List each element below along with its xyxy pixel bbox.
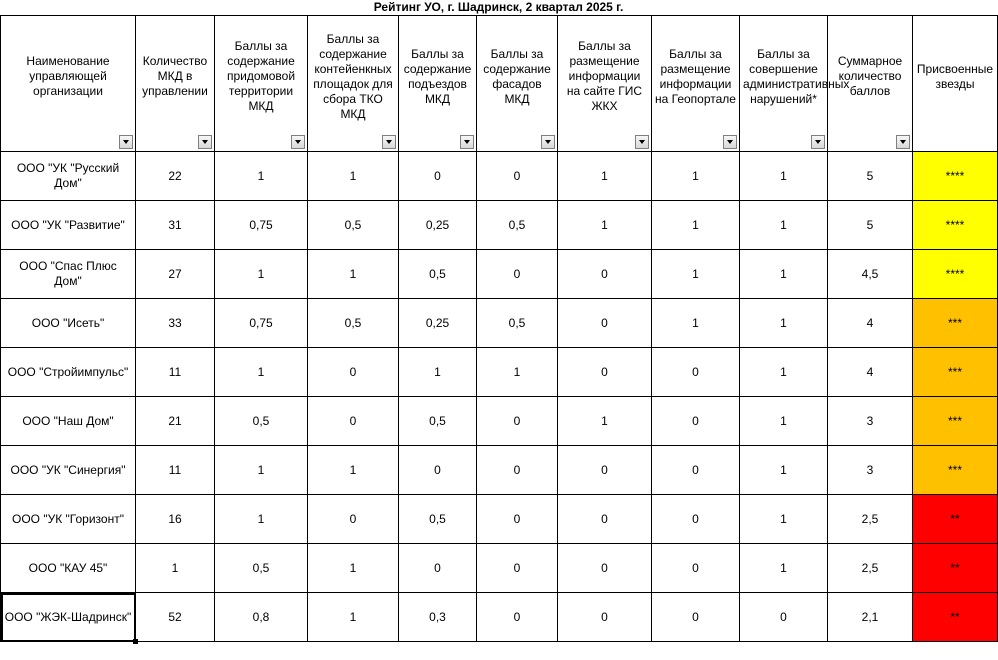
cell-tko[interactable]: 1 <box>308 593 399 642</box>
table-row <box>1 250 998 299</box>
cell-violations[interactable]: 1 <box>740 495 828 544</box>
cell-mkd[interactable]: 11 <box>136 348 215 397</box>
table-row <box>1 544 998 593</box>
cell-total[interactable]: 5 <box>828 152 913 201</box>
cell-name[interactable]: ООО "ЖЭК-Шадринск" <box>1 593 136 642</box>
cell-tko[interactable]: 0,5 <box>308 201 399 250</box>
cell-tko[interactable]: 1 <box>308 250 399 299</box>
table-row <box>1 397 998 446</box>
header-tko <box>308 16 399 152</box>
header-total <box>828 16 913 152</box>
cell-name[interactable]: ООО "Наш Дом" <box>1 397 136 446</box>
header-entrances <box>399 16 477 152</box>
cell-stars[interactable]: ** <box>913 495 998 544</box>
header-facades <box>477 16 558 152</box>
cell-violations[interactable]: 1 <box>740 397 828 446</box>
table-row <box>1 152 998 201</box>
cell-gis[interactable]: 0 <box>558 348 652 397</box>
table-row <box>1 593 998 642</box>
cell-territory[interactable]: 1 <box>215 495 308 544</box>
cell-facades[interactable]: 0,5 <box>477 201 558 250</box>
header-label: Баллы за совершение административных нарушений* <box>743 46 850 106</box>
header-gis <box>558 16 652 152</box>
cell-territory[interactable]: 1 <box>215 152 308 201</box>
cell-facades[interactable]: 0 <box>477 152 558 201</box>
dropdown-filter-icon[interactable] <box>635 135 649 149</box>
table-row <box>1 446 998 495</box>
cell-geoportal[interactable]: 1 <box>652 299 740 348</box>
cell-geoportal[interactable]: 0 <box>652 446 740 495</box>
cell-violations[interactable]: 1 <box>740 446 828 495</box>
cell-gis[interactable]: 1 <box>558 152 652 201</box>
cell-mkd[interactable]: 27 <box>136 250 215 299</box>
dropdown-filter-icon[interactable] <box>198 135 212 149</box>
dropdown-filter-icon[interactable] <box>119 135 133 149</box>
cell-violations[interactable]: 1 <box>740 152 828 201</box>
fill-handle[interactable] <box>133 639 138 644</box>
cell-gis[interactable]: 1 <box>558 397 652 446</box>
cell-name[interactable]: ООО "УК "Горизонт" <box>1 495 136 544</box>
cell-violations[interactable]: 1 <box>740 299 828 348</box>
cell-gis[interactable]: 0 <box>558 495 652 544</box>
cell-territory[interactable]: 0,8 <box>215 593 308 642</box>
cell-entrances[interactable]: 0 <box>399 446 477 495</box>
cell-territory[interactable]: 0,75 <box>215 201 308 250</box>
cell-geoportal[interactable]: 0 <box>652 593 740 642</box>
cell-geoportal[interactable]: 0 <box>652 348 740 397</box>
header-label: Баллы за содержание фасадов МКД <box>483 46 551 106</box>
cell-entrances[interactable]: 0,5 <box>399 495 477 544</box>
dropdown-filter-icon[interactable] <box>811 135 825 149</box>
table-row <box>1 495 998 544</box>
cell-facades[interactable]: 0,5 <box>477 299 558 348</box>
header-label: Баллы за содержание контейенкных площадок для сбора ТКО МКД <box>313 31 393 121</box>
cell-total[interactable]: 2,5 <box>828 495 913 544</box>
header-label: Количество МКД в управлении <box>142 54 208 98</box>
cell-total[interactable]: 2,1 <box>828 593 913 642</box>
cell-violations[interactable]: 1 <box>740 544 828 593</box>
header-territory <box>215 16 308 152</box>
cell-total[interactable]: 3 <box>828 397 913 446</box>
cell-stars[interactable]: *** <box>913 299 998 348</box>
cell-total[interactable]: 5 <box>828 201 913 250</box>
header-label: Наименование управляющей организации <box>26 54 110 98</box>
cell-tko[interactable]: 1 <box>308 544 399 593</box>
table-body <box>1 152 998 642</box>
cell-mkd[interactable]: 21 <box>136 397 215 446</box>
cell-stars[interactable]: *** <box>913 446 998 495</box>
cell-name[interactable]: ООО "УК "Синергия" <box>1 446 136 495</box>
cell-facades[interactable]: 0 <box>477 544 558 593</box>
header-label: Баллы за размещение информации на сайте ГИС ЖКХ <box>566 39 643 113</box>
cell-violations[interactable]: 0 <box>740 593 828 642</box>
cell-stars[interactable]: ** <box>913 544 998 593</box>
cell-name[interactable]: ООО "Исеть" <box>1 299 136 348</box>
cell-geoportal[interactable]: 1 <box>652 201 740 250</box>
cell-name[interactable]: ООО "Стройимпульс" <box>1 348 136 397</box>
cell-name[interactable]: ООО "КАУ 45" <box>1 544 136 593</box>
cell-geoportal[interactable]: 1 <box>652 152 740 201</box>
cell-territory[interactable]: 0,75 <box>215 299 308 348</box>
cell-territory[interactable]: 0,5 <box>215 544 308 593</box>
cell-gis[interactable]: 0 <box>558 593 652 642</box>
cell-tko[interactable]: 1 <box>308 152 399 201</box>
cell-tko[interactable]: 1 <box>308 446 399 495</box>
cell-total[interactable]: 4 <box>828 299 913 348</box>
cell-territory[interactable]: 1 <box>215 250 308 299</box>
header-mkd <box>136 16 215 152</box>
cell-stars[interactable]: ** <box>913 593 998 642</box>
header-row <box>1 16 998 152</box>
cell-gis[interactable]: 0 <box>558 299 652 348</box>
dropdown-filter-icon[interactable] <box>541 135 555 149</box>
cell-violations[interactable]: 1 <box>740 348 828 397</box>
cell-geoportal[interactable]: 1 <box>652 250 740 299</box>
cell-facades[interactable]: 0 <box>477 446 558 495</box>
cell-mkd[interactable]: 33 <box>136 299 215 348</box>
cell-facades[interactable]: 0 <box>477 397 558 446</box>
cell-tko[interactable]: 0 <box>308 495 399 544</box>
header-name <box>1 16 136 152</box>
cell-mkd[interactable]: 11 <box>136 446 215 495</box>
header-label: Баллы за содержание подъездов МКД <box>403 46 472 106</box>
rating-table <box>0 15 998 642</box>
dropdown-filter-icon[interactable] <box>382 135 396 149</box>
cell-tko[interactable]: 0 <box>308 348 399 397</box>
cell-territory[interactable]: 1 <box>215 446 308 495</box>
sheet-title: Рейтинг УО, г. Шадринск, 2 квартал 2025 г. <box>373 0 624 14</box>
cell-total[interactable]: 3 <box>828 446 913 495</box>
dropdown-filter-icon[interactable] <box>291 135 305 149</box>
cell-mkd[interactable]: 1 <box>136 544 215 593</box>
cell-gis[interactable]: 0 <box>558 446 652 495</box>
table-row <box>1 201 998 250</box>
dropdown-filter-icon[interactable] <box>460 135 474 149</box>
header-geoportal <box>652 16 740 152</box>
dropdown-filter-icon[interactable] <box>896 135 910 149</box>
cell-geoportal[interactable]: 0 <box>652 544 740 593</box>
cell-territory[interactable]: 0,5 <box>215 397 308 446</box>
cell-geoportal[interactable]: 0 <box>652 397 740 446</box>
cell-tko[interactable]: 0,5 <box>308 299 399 348</box>
cell-stars[interactable]: **** <box>913 250 998 299</box>
cell-violations[interactable]: 1 <box>740 250 828 299</box>
cell-territory[interactable]: 1 <box>215 348 308 397</box>
header-label: Присвоенные звезды <box>916 61 994 91</box>
cell-mkd[interactable]: 31 <box>136 201 215 250</box>
cell-mkd[interactable]: 16 <box>136 495 215 544</box>
cell-tko[interactable]: 0 <box>308 397 399 446</box>
cell-total[interactable]: 4,5 <box>828 250 913 299</box>
cell-facades[interactable]: 0 <box>477 495 558 544</box>
cell-geoportal[interactable]: 0 <box>652 495 740 544</box>
header-stars <box>913 16 998 152</box>
header-label: Баллы за размещение информации на Геопортале <box>655 46 736 106</box>
cell-mkd[interactable]: 52 <box>136 593 215 642</box>
dropdown-filter-icon[interactable] <box>723 135 737 149</box>
cell-entrances[interactable]: 0 <box>399 544 477 593</box>
cell-gis[interactable]: 0 <box>558 250 652 299</box>
header-violations <box>740 16 850 152</box>
cell-entrances[interactable]: 0,5 <box>399 397 477 446</box>
cell-facades[interactable]: 0 <box>477 250 558 299</box>
cell-stars[interactable]: *** <box>913 348 998 397</box>
cell-facades[interactable]: 0 <box>477 593 558 642</box>
cell-gis[interactable]: 0 <box>558 544 652 593</box>
cell-entrances[interactable]: 0 <box>399 152 477 201</box>
cell-stars[interactable]: **** <box>913 201 998 250</box>
cell-entrances[interactable]: 0,25 <box>399 299 477 348</box>
cell-entrances[interactable]: 0,5 <box>399 250 477 299</box>
cell-name[interactable]: ООО "УК "Развитие" <box>1 201 136 250</box>
cell-facades[interactable]: 1 <box>477 348 558 397</box>
cell-stars[interactable]: **** <box>913 152 998 201</box>
cell-entrances[interactable]: 0,25 <box>399 201 477 250</box>
cell-gis[interactable]: 1 <box>558 201 652 250</box>
table-row <box>1 348 998 397</box>
table-row <box>1 299 998 348</box>
cell-stars[interactable]: *** <box>913 397 998 446</box>
cell-mkd[interactable]: 22 <box>136 152 215 201</box>
cell-total[interactable]: 4 <box>828 348 913 397</box>
cell-entrances[interactable]: 0,3 <box>399 593 477 642</box>
header-label: Суммарное количество баллов <box>837 54 903 98</box>
cell-entrances[interactable]: 1 <box>399 348 477 397</box>
header-label: Баллы за содержание придомовой территории МКД <box>226 39 296 113</box>
cell-violations[interactable]: 1 <box>740 201 828 250</box>
cell-total[interactable]: 2,5 <box>828 544 913 593</box>
cell-name[interactable]: ООО "УК "Русский Дом" <box>1 152 136 201</box>
cell-name[interactable]: ООО "Спас Плюс Дом" <box>1 250 136 299</box>
